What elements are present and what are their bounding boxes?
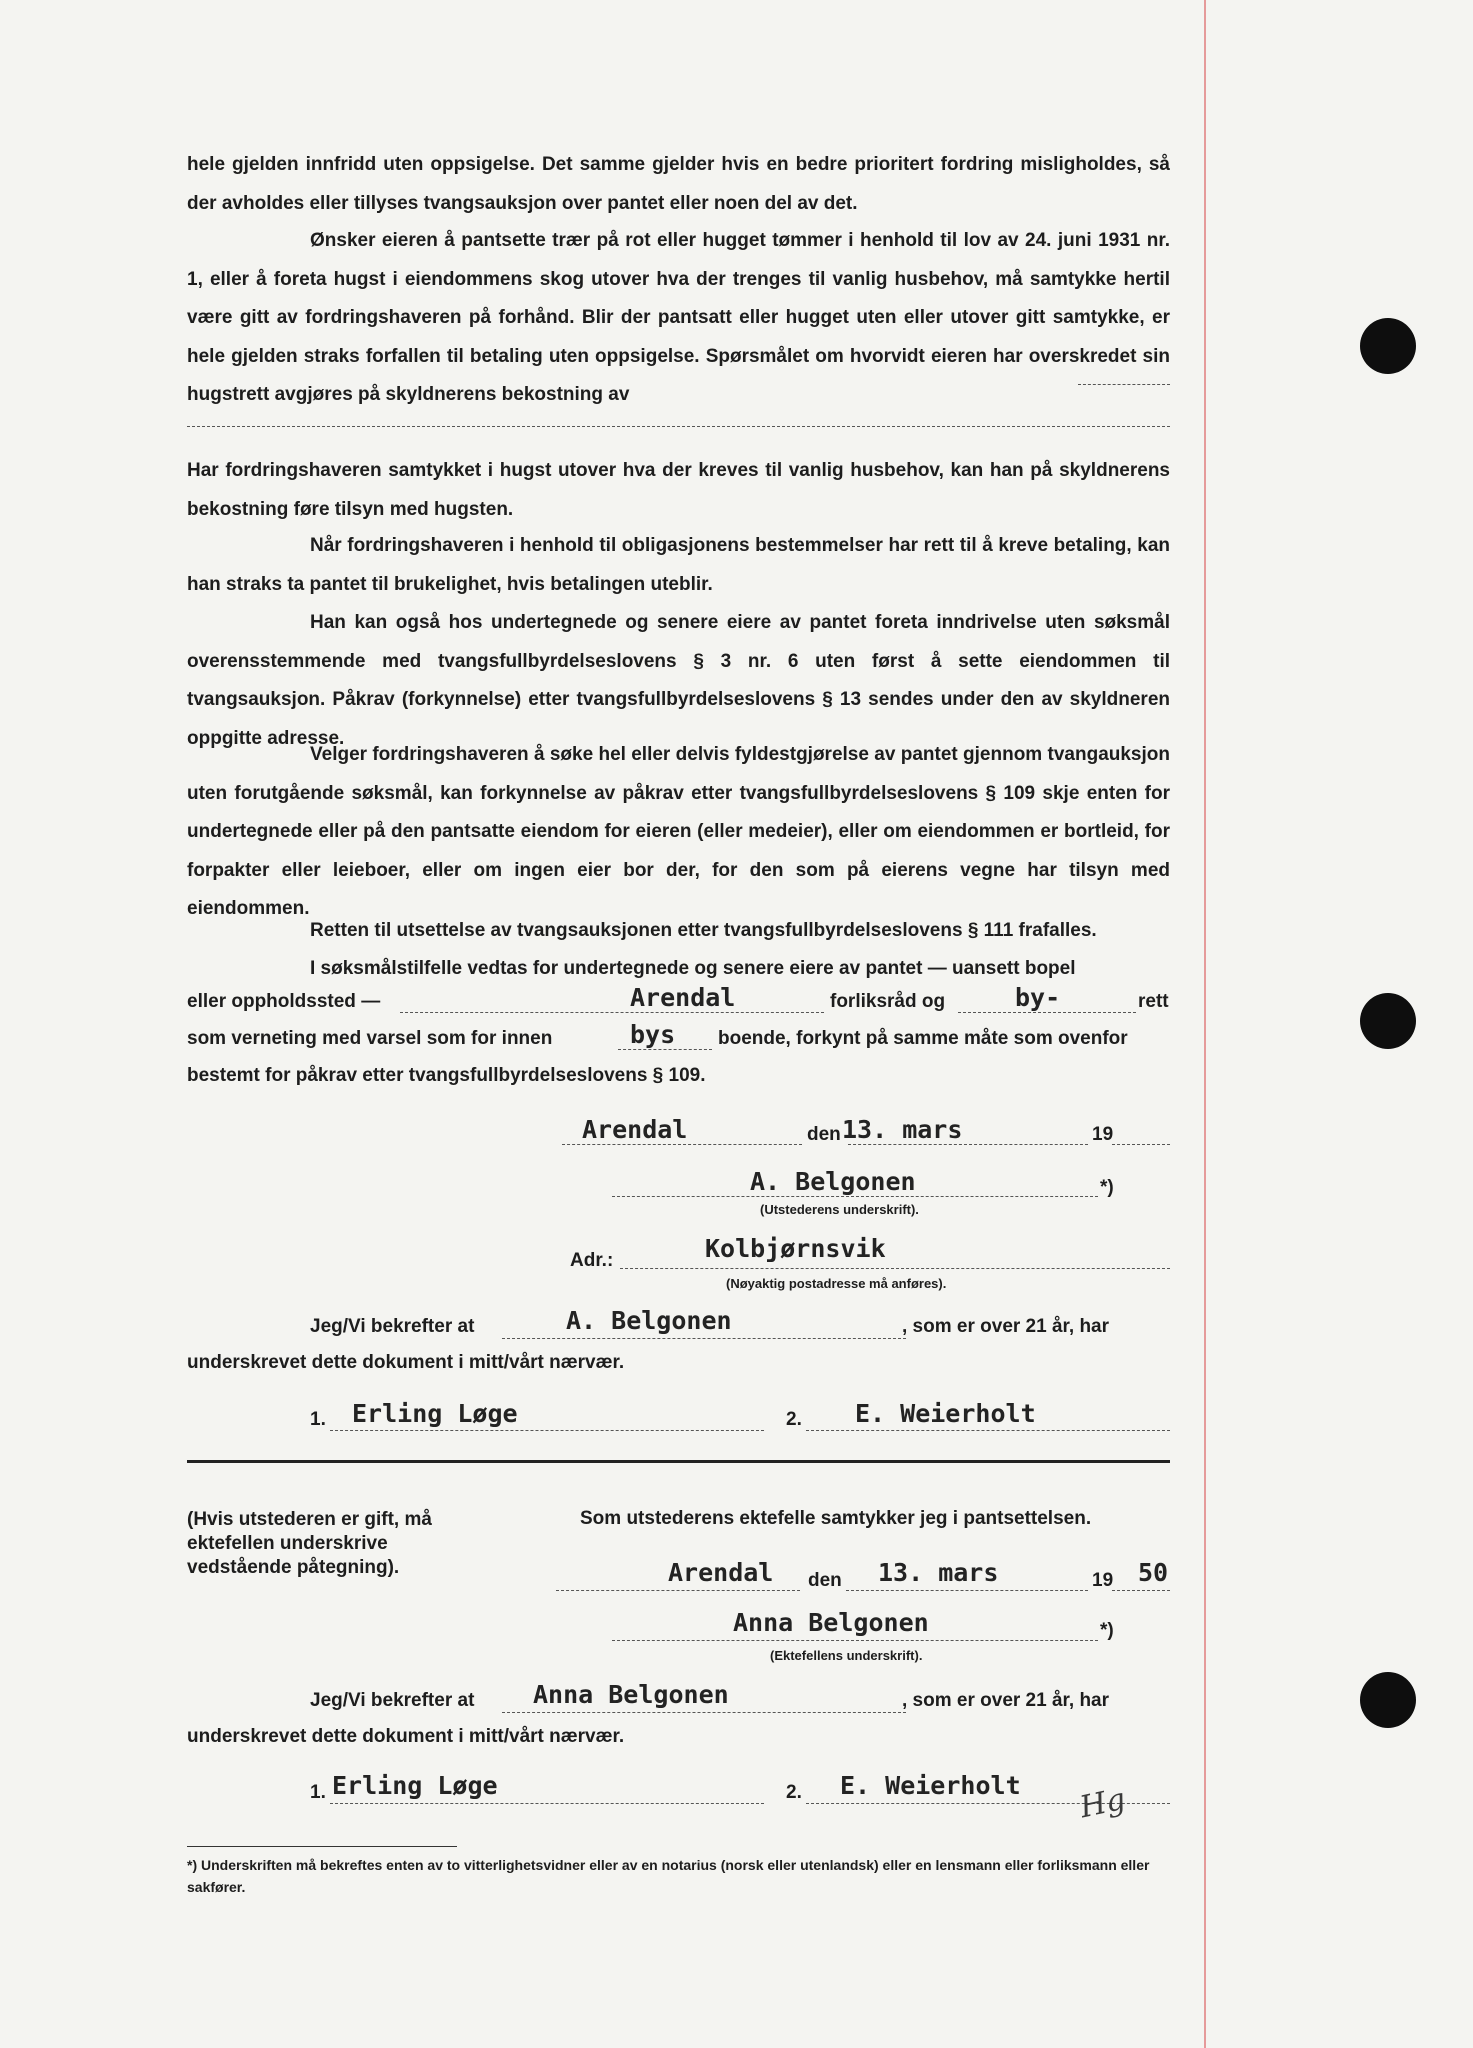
place-line [556, 1590, 800, 1591]
confirm-line2: underskrevet dette dokument i mitt/vårt nærvær. [187, 1352, 625, 1373]
signature-line [612, 1196, 1098, 1197]
paragraph-1: hele gjelden innfridd uten oppsigelse. Det samme gjelder hvis en bedre prioritert fordring misligholdes, så der avholdes eller tillyses tvangsauksjon over pantet eller noen del av det. [187, 154, 1170, 214]
paragraph-2: Ønsker eieren å pantsette trær på rot eller hugget tømmer i henhold til lov av 24. juni 1931 nr. 1, eller å foreta hugst i eiendommens skog utover hva der trenges til vanlig husbehov, må samtykke hertil være gitt av fordringshaveren på forhånd. Blir der pantsatt eller hugget uten eller utover gitt samtykke, er hele gjelden straks forfallen til betaling uten oppsigelse. Spørsmålet om hvorvidt eieren har overskredet sin hugstrett avgjøres på skyldnerens bekostning av [187, 230, 1170, 405]
witness-number: 2. [786, 1782, 802, 1803]
witness-number: 1. [310, 1409, 326, 1430]
issuer-star: *) [1100, 1177, 1114, 1198]
venue-line2-suffix: boende, forkynt på samme måte som ovenfor [718, 1028, 1128, 1049]
confirm-name: A. Belgonen [566, 1306, 732, 1335]
spouse-century: 19 [1092, 1570, 1114, 1591]
margin-line [1204, 0, 1206, 2048]
spouse-den: den [808, 1570, 842, 1591]
venue-prefix: eller oppholdssted — [187, 991, 381, 1012]
witness2-signature: E. Weierholt [855, 1399, 1036, 1428]
confirm-suffix: , som er over 21 år, har [902, 1690, 1110, 1711]
confirm-suffix: , som er over 21 år, har [902, 1316, 1110, 1337]
spouse-consent: Som utstederens ektefelle samtykker jeg i pantsettelsen. [580, 1508, 1092, 1529]
paragraph-6: Velger fordringshaveren å søke hel eller delvis fyldestgjørelse av pantet gjennom tvangauksjon uten forutgående søksmål, kan forkynnelse av påkrav etter tvangsfullbyrdelseslovens § 109 skje enten for undertegnede eller på den pantsatte eiendom for eieren (eller medeier), eller om eiendommen er bortleid, for forpakter eller leieboer, eller om ingen eier bor der, for den som på eierens vegne har tilsyn med eiendommen. [187, 744, 1170, 919]
confirm-name: Anna Belgonen [533, 1680, 729, 1709]
venue-line [618, 1049, 712, 1050]
spouse-star: *) [1100, 1620, 1114, 1641]
address-caption: (Nøyaktig postadresse må anføres). [726, 1276, 947, 1291]
issuer-century: 19 [1092, 1124, 1114, 1145]
witness1-signature: Erling Løge [352, 1399, 518, 1428]
witness-line [806, 1430, 1170, 1431]
place-line [562, 1144, 802, 1145]
venue-court: Arendal [630, 983, 736, 1012]
paragraph-3: Har fordringshaveren samtykket i hugst utover hva der kreves til vanlig husbehov, kan han på skyldnerens bekostning føre tilsyn med hugsten. [187, 460, 1170, 520]
confirm-line2: underskrevet dette dokument i mitt/vårt nærvær. [187, 1726, 625, 1747]
witness-number: 2. [786, 1409, 802, 1430]
paragraph-4: Når fordringshaveren i henhold til obligasjonens bestemmelser har rett til å kreve betaling, kan han straks ta pantet til brukelighet, hvis betalingen uteblir. [187, 535, 1170, 595]
spouse-signature: Anna Belgonen [733, 1608, 929, 1637]
issuer-date: 13. mars [842, 1115, 963, 1144]
punch-hole [1360, 318, 1416, 374]
punch-hole [1360, 993, 1416, 1049]
venue-line [958, 1012, 1136, 1013]
issuer-signature: A. Belgonen [750, 1167, 916, 1196]
issuer-den: den [807, 1124, 841, 1145]
spouse-year: 50 [1138, 1558, 1169, 1587]
spouse-signature-caption: (Ektefellens underskrift). [770, 1648, 923, 1663]
confirm-line [502, 1712, 906, 1713]
witness1-signature: Erling Løge [332, 1771, 498, 1800]
witness-number: 1. [310, 1782, 326, 1803]
venue-line [400, 1012, 824, 1013]
confirm-line [502, 1338, 906, 1339]
footnote: *) Underskriften må bekreftes enten av to vitterlighetsvidner eller av en notarius (norsk eller utenlandsk) eller en lensmann eller forliksmann eller sakfører. [187, 1857, 1150, 1895]
venue-line3: bestemt for påkrav etter tvangsfullbyrdelseslovens § 109. [187, 1065, 706, 1086]
spouse-place: Arendal [668, 1558, 774, 1587]
venue-suffix: rett [1138, 991, 1169, 1012]
spouse-side-note: (Hvis utstederen er gift, må ektefellen underskrive vedstående påtegning). [187, 1509, 432, 1578]
venue-within: bys [630, 1020, 676, 1049]
paragraph-7: Retten til utsettelse av tvangsauksjonen etter tvangsfullbyrdelseslovens § 111 frafalles. [310, 920, 1097, 941]
witness2-signature: E. Weierholt [840, 1771, 1021, 1800]
year-line [1112, 1590, 1170, 1591]
address-label: Adr.: [570, 1250, 614, 1271]
punch-hole [1360, 1672, 1416, 1728]
issuer-signature-caption: (Utstederens underskrift). [760, 1202, 919, 1217]
date-line [848, 1144, 1088, 1145]
issuer-address: Kolbjørnsvik [705, 1234, 886, 1263]
paragraph-8: I søksmålstilfelle vedtas for undertegnede og senere eiere av pantet — uansett bopel [310, 958, 1076, 979]
confirm-prefix: Jeg/Vi bekrefter at [310, 1316, 475, 1337]
date-line [846, 1590, 1088, 1591]
year-line [1112, 1144, 1170, 1145]
venue-court2: by- [1015, 983, 1061, 1012]
witness-line [330, 1803, 764, 1804]
footnote-divider [187, 1846, 457, 1847]
blank-line [187, 426, 1170, 427]
issuer-place: Arendal [582, 1115, 688, 1144]
paragraph-5: Han kan også hos undertegnede og senere eiere av pantet foreta inndrivelse uten søksmål overensstemmende med tvangsfullbyrdelseslovens § 3 nr. 6 uten først å sette eiendommen til tvangsauksjon. Påkrav (forkynnelse) etter tvangsfullbyrdelseslovens § 13 sendes under den av skyldneren oppgitte adresse. [187, 612, 1170, 749]
venue-mid: forliksråd og [830, 991, 946, 1012]
witness-line [330, 1430, 764, 1431]
blank-line [1078, 384, 1170, 385]
spouse-date: 13. mars [878, 1558, 999, 1587]
address-line [620, 1268, 1170, 1269]
signature-line [612, 1640, 1098, 1641]
section-divider [187, 1460, 1170, 1463]
venue-line2-prefix: som verneting med varsel som for innen [187, 1028, 553, 1049]
handwritten-initials: Hg [1076, 1781, 1129, 1826]
confirm-prefix: Jeg/Vi bekrefter at [310, 1690, 475, 1711]
